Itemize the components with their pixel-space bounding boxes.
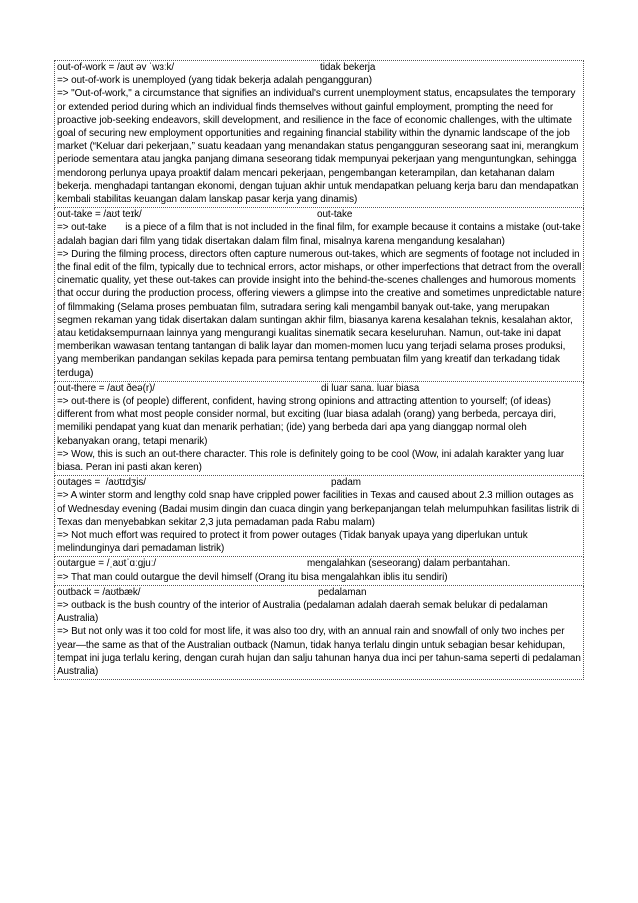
entry-header bbox=[57, 61, 582, 74]
definition-line: => out-of-work is unemployed (yang tidak bekerja adalah pengangguran) bbox=[57, 75, 372, 87]
headword: outargue = /ˌaʊtˈɑːgjuː/ bbox=[57, 558, 157, 570]
example-line: => Not much effort was required to protect it from power outages (Tidak banyak upaya yang diperlukan untuk melindunginya dari pemadaman listrik) bbox=[57, 530, 528, 555]
entry-out-take bbox=[54, 208, 584, 382]
example-line: => But not only was it too cold for most life, it was also too dry, with an annual rain and snowfall of only two inches per year—the same as that of the Australian outback (Namun, tidak hanya terlalu dingin untuk sebagian besar kehidupan, tempat ini juga terlalu kering, dengan curah hujan dan salju tahunan hanya dua inci per tahun-sama seperti di pedalaman Australia) bbox=[57, 626, 581, 678]
headword-meaning: tidak bekerja bbox=[320, 62, 376, 73]
definition-line: => outback is the bush country of the interior of Australia (pedalaman adalah daerah semak belukar di pedalaman Australia) bbox=[57, 600, 548, 625]
entry-out-of-work bbox=[54, 61, 584, 208]
entry-outback bbox=[54, 586, 584, 680]
example-line: => "Out-of-work," a circumstance that signifies an individual's current unemployment status, encapsulates the temporary or extended period during which an individual finds themselves without gainful employment, prompting the need for proactive job-seeking endeavors, skill development, and resilience in the face of economic challenges, with the ultimate goal of securing new employment opportunities and regaining financial stability within the dynamic landscape of the job market (“Keluar dari pekerjaan,” suatu keadaan yang menandakan status pengangguran seseorang saat ini, merangkum periode sementara atau jangka panjang dimana seseorang tidak mempunyai pekerjaan yang menguntungkan, sehingga mendorong perlunya upaya proaktif dalam mencari pekerjaan, pengembangan keterampilan, dan ketahanan dalam bekerja. menghadapi tantangan ekonomi, dengan tujuan akhir untuk mendapatkan peluang kerja baru dan mendapatkan kembali stabilitas keuangan dalam lanskap pasar kerja yang dinamis) bbox=[57, 88, 579, 206]
example-line: => Wow, this is such an out-there character. This role is definitely going to be cool (Wow, ini adalah karakter yang luar biasa. Peran ini pasti akan keren) bbox=[57, 448, 565, 474]
headword-meaning: pedalaman bbox=[318, 586, 367, 598]
headword: outages = /aʊtɪdʒis/ bbox=[57, 477, 146, 489]
headword: out-of-work = /aʊt əv ˈwɜːk/ bbox=[57, 62, 175, 73]
headword-meaning: di luar sana. luar biasa bbox=[321, 382, 420, 394]
entry-header bbox=[57, 557, 582, 570]
headword-meaning: out-take bbox=[317, 209, 353, 221]
entry-header bbox=[57, 382, 582, 395]
example-line: => That man could outargue the devil himself (Orang itu bisa mengalahkan iblis itu sendiri) bbox=[57, 571, 448, 583]
example-line: => During the filming process, directors often capture numerous out-takes, which are segments of footage not included in the final edit of the film, typically due to technical errors, actor mishaps, or other imperfections that detract from the overall cinematic quality, yet these out-takes can provide insight into the behind-the-scenes challenges and humorous moments that occur during the production process, offering viewers a glimpse into the creative and sometimes unpredictable nature of filmmaking (Selama proses pembuatan film, sutradara sering kali mengambil banyak out-take, yang merupakan segmen rekaman yang tidak disertakan dalam suntingan akhir film, biasanya karena kesalahan teknis, kesalahan aktor, atau ketidaksempurnaan lainnya yang mengurangi kualitas sinematik secara keseluruhan. Namun, out-take ini dapat memberikan wawasan tentang tantangan di balik layar dan momen-momen lucu yang terjadi selama proses produksi, yang memberikan pandangan sekilas kepada para pemirsa tentang pembuatan film yang kreatif dan terkadang tidak terduga) bbox=[57, 248, 582, 379]
headword-meaning: padam bbox=[331, 477, 361, 489]
definition-line: => out-take is a piece of a film that is not included in the final film, for example because it contains a mistake (out-take adalah bagian dari film yang tidak disertakan dalam film final, misalnya karena mengandung kesalahan) bbox=[57, 222, 584, 247]
headword: out-take = /aʊt teɪk/ bbox=[57, 209, 142, 221]
entry-header bbox=[57, 208, 582, 221]
entry-out-there bbox=[54, 382, 584, 476]
dictionary-page bbox=[54, 60, 584, 680]
entry-header bbox=[57, 476, 582, 489]
example-line: => A winter storm and lengthy cold snap have crippled power facilities in Texas and caused about 2.3 million outages as of Wednesday evening (Badai musim dingin dan cuaca dingin yang berkepanjangan telah melumpuhkan fasilitas listrik di Texas dan menyebabkan sekitar 2,3 juta pemadaman pada Rabu malam) bbox=[57, 490, 580, 528]
entry-outargue bbox=[54, 557, 584, 585]
headword: out-there = /aʊt ðeə(r)/ bbox=[57, 382, 155, 394]
entry-header bbox=[57, 586, 582, 599]
definition-line: => out-there is (of people) different, confident, having strong opinions and attracting attention to yourself; (of ideas) different from what most people consider normal, but exciting (luar biasa adalah (orang) yang berbeda, percaya diri, memiliki pendapat yang kuat dan menarik perhatian; (ide) yang berbeda dari apa yang dianggap normal oleh kebanyakan orang, tetapi menarik) bbox=[57, 396, 557, 447]
headword: outback = /aʊtbæk/ bbox=[57, 586, 141, 598]
entry-outages bbox=[54, 476, 584, 557]
headword-meaning: mengalahkan (seseorang) dalam perbantahan. bbox=[307, 558, 511, 570]
